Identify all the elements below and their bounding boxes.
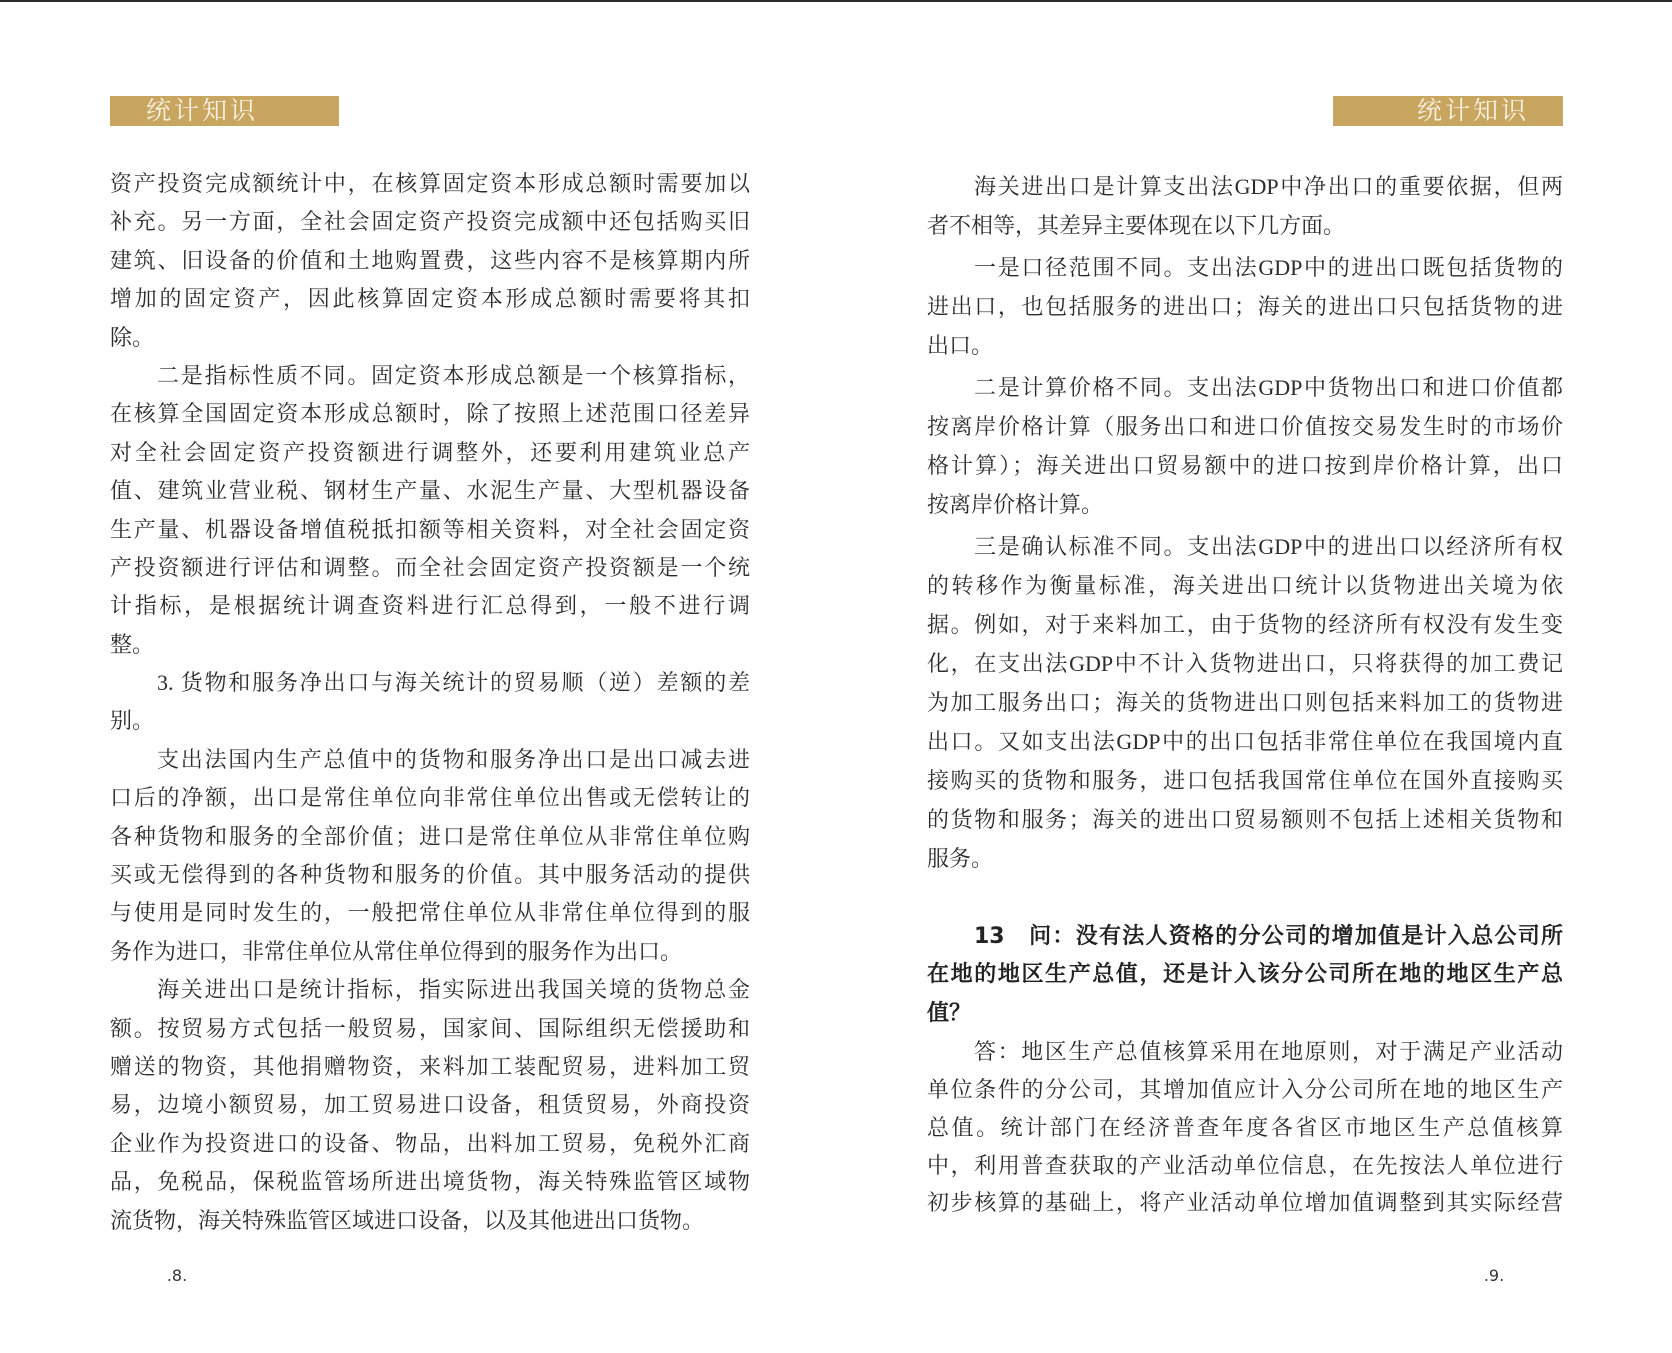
text-line: 整。 xyxy=(110,631,155,657)
paragraph xyxy=(927,248,1563,365)
text-line: 者不相等，其差异主要体现在以下几方面。 xyxy=(927,213,1346,238)
running-header-bar xyxy=(110,96,339,126)
text-line: 出口。 xyxy=(927,333,994,358)
paragraph xyxy=(927,1033,1563,1222)
qa-answer xyxy=(927,1033,1563,1222)
body-paragraphs xyxy=(927,167,1563,878)
text-line: 值、建筑业营业税、钢材生产量、水泥生产量、大型机器设备 xyxy=(110,478,750,504)
paragraph xyxy=(110,165,750,357)
text-line: 单位条件的分公司，其增加值应计入分公司所在地的地区生产 xyxy=(927,1076,1563,1102)
text-line: 出口。又如支出法GDP中的出口包括非常住单位在我国境内直 xyxy=(927,729,1563,754)
text-line: 格计算）；海关进出口贸易额中的进口按到岸价格计算，出口 xyxy=(927,453,1563,478)
text-line: 按离岸价格计算。 xyxy=(927,492,1104,517)
text-line: 支出法国内生产总值中的货物和服务净出口是出口减去进 xyxy=(157,746,750,772)
text-line: 补充。另一方面，全社会固定资产投资完成额中还包括购买旧 xyxy=(110,209,750,235)
paragraph xyxy=(110,664,750,741)
text-line: 三是确认标准不同。支出法GDP中的进出口以经济所有权 xyxy=(974,534,1563,559)
text-line: 进出口，也包括服务的进出口；海关的进出口只包括货物的进 xyxy=(927,294,1563,319)
text-line: 在核算全国固定资本形成总额时，除了按照上述范围口径差异 xyxy=(110,401,750,427)
text-line: 初步核算的基础上，将产业活动单位增加值调整到其实际经营 xyxy=(927,1190,1563,1216)
text-line: 流货物，海关特殊监管区域进口设备，以及其他进出口货物。 xyxy=(110,1207,705,1233)
text-line: 别。 xyxy=(110,708,155,734)
paragraph xyxy=(110,741,750,971)
text-line: 企业作为投资进口的设备、物品，出料加工贸易，免税外汇商 xyxy=(110,1130,750,1156)
text-line: 中，利用普查获取的产业活动单位信息，在先按法人单位进行 xyxy=(927,1152,1563,1178)
page-number: .8. xyxy=(166,1266,188,1285)
text-line: 计指标，是根据统计调查资料进行汇总得到，一般不进行调 xyxy=(110,593,750,619)
paragraph xyxy=(927,167,1563,245)
text-line: 额。按贸易方式包括一般贸易，国家间、国际组织无偿援助和 xyxy=(110,1015,750,1041)
paragraph xyxy=(110,971,750,1240)
text-line: 服务。 xyxy=(927,846,994,871)
text-line: 按离岸价格计算（服务出口和进口价值按交易发生时的市场价 xyxy=(927,414,1563,439)
text-line: 答：地区生产总值核算采用在地原则，对于满足产业活动 xyxy=(974,1039,1563,1065)
text-line: 增加的固定资产，因此核算固定资本形成总额时需要将其扣 xyxy=(110,286,750,312)
text-line: 海关进出口是统计指标，指实际进出我国关境的货物总金 xyxy=(157,977,750,1003)
right-page-text-column xyxy=(927,167,1563,1222)
text-line: 总值。统计部门在经济普查年度各省区市地区生产总值核算 xyxy=(927,1114,1563,1140)
text-line: 据。例如，对于来料加工，由于货物的经济所有权没有发生变 xyxy=(927,612,1563,637)
text-line: 品，免税品，保税监管场所进出境货物，海关特殊监管区域物 xyxy=(110,1169,750,1195)
page-number: .9. xyxy=(1483,1266,1505,1285)
text-line: 对全社会固定资产投资额进行调整外，还要利用建筑业总产 xyxy=(110,439,750,465)
text-line: 为加工服务出口；海关的货物进出口则包括来料加工的货物进 xyxy=(927,690,1563,715)
running-header-title: 统计知识 xyxy=(1416,96,1529,125)
text-line: 13 问：没有法人资格的分公司的增加值是计入总公司所 xyxy=(974,924,1563,949)
right-page xyxy=(836,0,1672,1353)
text-line: 生产量、机器设备增值税抵扣额等相关资料，对全社会固定资 xyxy=(110,516,750,542)
text-line: 买或无偿得到的各种货物和服务的价值。其中服务活动的提供 xyxy=(110,862,750,888)
text-line: 务作为进口，非常住单位从常住单位得到的服务作为出口。 xyxy=(110,938,683,964)
text-line: 建筑、旧设备的价值和土地购置费，这些内容不是核算期内所 xyxy=(110,247,750,273)
text-line: 各种货物和服务的全部价值；进口是常住单位从非常住单位购 xyxy=(110,823,750,849)
text-line: 二是指标性质不同。固定资本形成总额是一个核算指标， xyxy=(157,362,750,388)
text-line: 产投资额进行评估和调整。而全社会固定资产投资额是一个统 xyxy=(110,554,750,580)
paragraph xyxy=(927,368,1563,524)
running-header-title: 统计知识 xyxy=(146,96,259,125)
text-line: 接购买的货物和服务，进口包括我国常住单位在国外直接购买 xyxy=(927,768,1563,793)
text-line: 易，边境小额贸易，加工贸易进口设备，租赁贸易，外商投资 xyxy=(110,1092,750,1118)
text-line: 在地的地区生产总值，还是计入该分公司所在地的地区生产总 xyxy=(927,962,1563,988)
text-line: 赠送的物资，其他捐赠物资，来料加工装配贸易，进料加工贸 xyxy=(110,1053,750,1079)
qa-question xyxy=(927,918,1563,1033)
text-line: 化，在支出法GDP中不计入货物进出口，只将获得的加工费记 xyxy=(927,651,1563,676)
paragraph xyxy=(110,357,750,664)
text-line: 值？ xyxy=(927,1000,972,1026)
text-line: 的货物和服务；海关的进出口贸易额则不包括上述相关货物和 xyxy=(927,807,1563,832)
left-page-text-column xyxy=(110,165,750,1240)
text-line: 一是口径范围不同。支出法GDP中的进出口既包括货物的 xyxy=(974,255,1563,280)
paragraph xyxy=(927,527,1563,878)
text-line: 口后的净额，出口是常住单位向非常住单位出售或无偿转让的 xyxy=(110,785,750,811)
paragraph xyxy=(927,918,1563,1033)
text-line: 与使用是同时发生的，一般把常住单位从非常住单位得到的服 xyxy=(110,900,750,926)
text-line: 3. 货物和服务净出口与海关统计的贸易顺（逆）差额的差 xyxy=(157,670,750,696)
text-line: 资产投资完成额统计中，在核算固定资本形成总额时需要加以 xyxy=(110,171,750,196)
text-line: 的转移作为衡量标准，海关进出口统计以货物进出关境为依 xyxy=(927,573,1563,598)
text-line: 除。 xyxy=(110,324,155,350)
text-line: 海关进出口是计算支出法GDP中净出口的重要依据，但两 xyxy=(974,174,1563,199)
text-line: 二是计算价格不同。支出法GDP中货物出口和进口价值都 xyxy=(974,375,1563,400)
running-header-bar xyxy=(1333,96,1563,126)
